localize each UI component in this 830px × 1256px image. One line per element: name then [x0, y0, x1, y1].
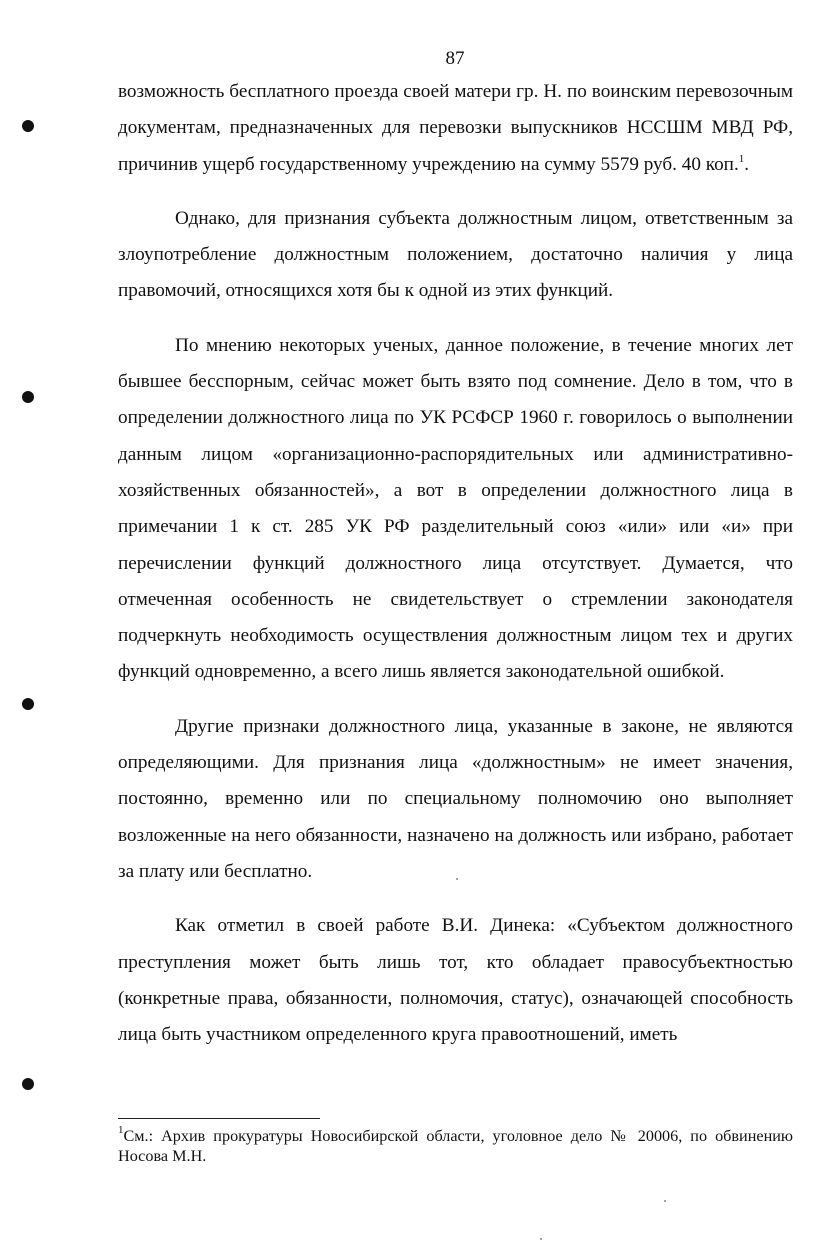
- main-text: [118, 74, 793, 1053]
- page-number: 87: [445, 48, 465, 69]
- footnote-number: 1: [118, 1124, 124, 1136]
- footnote-text: См.: Архив прокуратуры Новосибирской области, уголовное дело № 20006, по обвинению Носова М.Н.: [118, 1127, 793, 1165]
- scan-speck: [664, 1200, 666, 1202]
- footnote-reference: 1: [738, 152, 745, 165]
- paragraph-5: Как отметил в своей работе В.И. Динека: «Субъектом должностного преступления может быть лишь тот, кто обладает правосубъектностью (конкретные права, обязанности, полномочия, статус), означающей способность лица быть участником определенного круга правоотношений, иметь: [118, 915, 793, 1046]
- footnote: [118, 1126, 793, 1166]
- punch-hole-mark: [22, 391, 34, 403]
- punch-hole-mark: [22, 120, 34, 132]
- punch-hole-mark: [22, 698, 34, 710]
- footnote-separator: [118, 1118, 320, 1119]
- paragraph-4: Другие признаки должностного лица, указанные в законе, не являются определяющими. Для признания лица «должностным» не имеет значения, постоянно, временно или по специальному полномочию оно выполняет возложенные на него обязанности, назначено на должность или избрано, работает за плату или бесплатно.: [118, 715, 793, 882]
- paragraph-3: По мнению некоторых ученых, данное положение, в течение многих лет бывшее бесспорным, сейчас может быть взято под сомнение. Дело в том, что в определении должностного лица по УК РСФСР 1960 г. говорилось о выполнении данным лицом «организационно-распорядительных или административно-хозяйственных обязанностей», а вот в определении должностного лица в примечании 1 к ст. 285 УК РФ разделительный союз «или» или «и» при перечислении функций должностного лица отсутствует. Думается, что отмеченная особенность не свидетельствует о стремлении законодателя подчеркнуть необходимость осуществления должностным лицом тех и других функций одновременно, а всего лишь является законодательной ошибкой.: [118, 334, 793, 683]
- paragraph-1-text: возможность бесплатного проезда своей матери гр. Н. по воинским перевозочным документам, предназначенных для перевозки выпускников НССШМ МВД РФ, причинив ущерб государственному учреждению на сумму 5579 руб. 40 коп.: [118, 81, 793, 175]
- scan-speck: [456, 878, 458, 880]
- punch-hole-mark: [22, 1078, 34, 1090]
- paragraph-2: Однако, для признания субъекта должностным лицом, ответственным за злоупотребление должностным положением, достаточно наличия у лица правомочий, относящихся хотя бы к одной из этих функций.: [118, 207, 793, 302]
- scan-speck: [540, 1238, 542, 1240]
- paragraph-1: возможность бесплатного проезда своей матери гр. Н. по воинским перевозочным документам, предназначенных для перевозки выпускников НССШМ МВД РФ, причинив ущерб государственному учреждению на сумму 5579 руб. 40 коп.$^1$.: [118, 81, 793, 175]
